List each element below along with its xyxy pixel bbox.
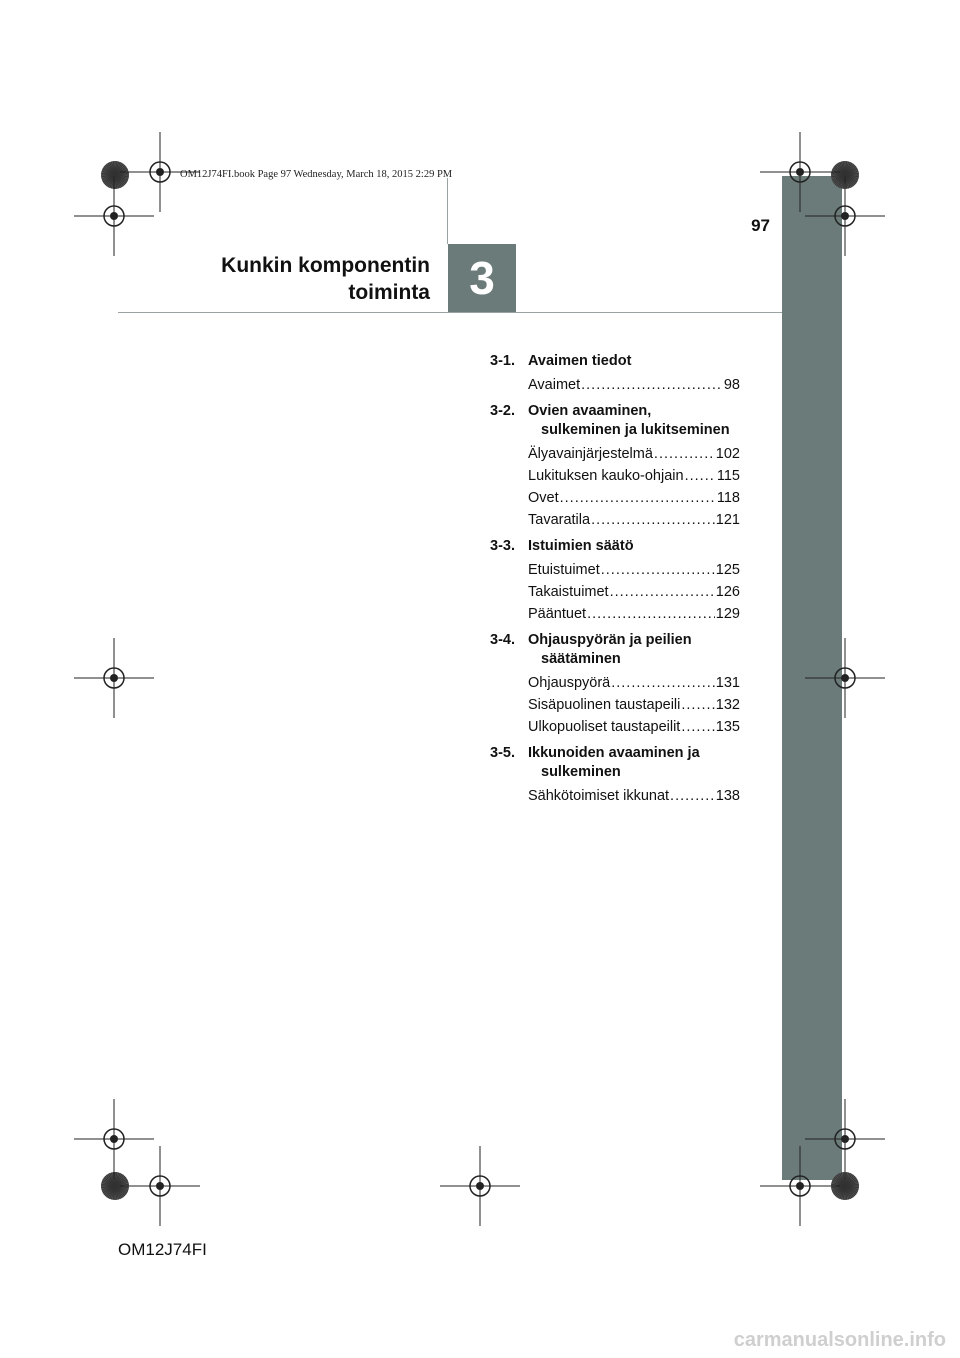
chapter-title — [221, 252, 430, 306]
toc-entry-label: Takaistuimet — [528, 584, 609, 600]
toc-entry-page: 102 — [715, 446, 740, 462]
toc-entry[interactable] — [490, 446, 740, 462]
toc-entry-label: Älyavainjärjestelmä — [528, 446, 653, 462]
toc-entry-label: Pääntuet — [528, 606, 587, 622]
toc-entry-page: 98 — [723, 377, 740, 393]
toc-entry-label: Sisäpuolinen taustapeili — [528, 697, 681, 713]
toc-entry-label: Ohjauspyörä — [528, 675, 611, 691]
toc-entry[interactable] — [490, 468, 740, 484]
crosshair-target-icon — [120, 1146, 200, 1226]
toc-section-number: 3-5. — [490, 745, 515, 761]
toc-section-number: 3-2. — [490, 403, 515, 419]
footer-code: OM12J74FI — [118, 1240, 207, 1259]
toc-entry-label: Ulkopuoliset taustapeilit — [528, 719, 681, 735]
toc-leader-dots — [681, 719, 714, 735]
toc-entry[interactable] — [490, 675, 740, 691]
chapter-title-line2: toiminta — [348, 281, 430, 304]
toc-entry-label: Ovet — [528, 490, 559, 506]
toc-section — [490, 537, 740, 556]
toc-section-title-line1: Ikkunoiden avaaminen ja — [528, 745, 700, 761]
toc-entry[interactable] — [490, 377, 740, 393]
toc-entry-page: 115 — [716, 468, 740, 484]
toc-section — [490, 352, 740, 371]
crosshair-target-icon — [805, 176, 885, 256]
toc-entry-page: 118 — [716, 490, 740, 506]
toc-section-number: 3-4. — [490, 632, 515, 648]
toc-section-title-line1: Istuimien säätö — [528, 538, 634, 554]
toc-section-title-line1: Avaimen tiedot — [528, 353, 632, 369]
toc-entry-label: Tavaratila — [528, 512, 591, 528]
toc-entry[interactable] — [490, 606, 740, 622]
toc-leader-dots — [587, 606, 715, 622]
page-number: 97 — [751, 216, 770, 235]
chapter-title-line1: Kunkin komponentin — [221, 254, 430, 277]
header-rule — [118, 312, 782, 313]
toc-leader-dots — [610, 584, 715, 600]
toc-leader-dots — [685, 468, 716, 484]
toc-section-title — [490, 352, 740, 371]
toc-leader-dots — [581, 377, 723, 393]
crosshair-target-icon — [74, 638, 154, 718]
toc-section-title-line1: Ohjauspyörän ja peilien — [528, 632, 692, 648]
toc-section — [490, 631, 740, 669]
toc-entry[interactable] — [490, 512, 740, 528]
chapter-number: 3 — [469, 252, 495, 304]
toc-section-title-line2: säätäminen — [541, 651, 621, 667]
toc-section-number: 3-1. — [490, 353, 515, 369]
toc-entry-label: Avaimet — [528, 377, 581, 393]
toc-section — [490, 402, 740, 440]
toc-leader-dots — [654, 446, 715, 462]
toc-entry-page: 138 — [715, 788, 740, 804]
toc-section-number: 3-3. — [490, 538, 515, 554]
toc-entry-page: 131 — [715, 675, 740, 691]
toc-entry[interactable] — [490, 719, 740, 735]
toc-entry-label: Lukituksen kauko-ohjain — [528, 468, 684, 484]
toc-section-title — [490, 402, 740, 440]
header-divider-line — [447, 178, 448, 244]
toc-leader-dots — [611, 675, 715, 691]
crosshair-target-icon — [805, 638, 885, 718]
book-stamp: OM12J74FI.book Page 97 Wednesday, March 18, 2015 2:29 PM — [180, 169, 453, 180]
toc-entry[interactable] — [490, 490, 740, 506]
toc-section-title-line2: sulkeminen — [541, 764, 621, 780]
toc-leader-dots — [601, 562, 715, 578]
toc-leader-dots — [681, 697, 714, 713]
toc-section-title — [490, 744, 740, 782]
toc-entry-page: 129 — [715, 606, 740, 622]
watermark: carmanualsonline.info — [733, 1329, 946, 1351]
toc-entry-page: 121 — [715, 512, 740, 528]
toc-entry[interactable] — [490, 584, 740, 600]
toc-entry-page: 126 — [715, 584, 740, 600]
toc-entry-label: Etuistuimet — [528, 562, 600, 578]
toc-section-title-line1: Ovien avaaminen, — [528, 403, 652, 419]
toc-entry-label: Sähkötoimiset ikkunat — [528, 788, 670, 804]
toc-leader-dots — [591, 512, 715, 528]
toc-section-title — [490, 631, 740, 669]
toc-section — [490, 744, 740, 782]
toc-entry[interactable] — [490, 788, 740, 804]
crosshair-target-icon — [760, 1146, 840, 1226]
toc-entry-page: 125 — [715, 562, 740, 578]
toc-leader-dots — [670, 788, 715, 804]
toc-section-title — [490, 537, 740, 556]
toc-entry[interactable] — [490, 697, 740, 713]
chapter-number-box — [448, 244, 516, 312]
crosshair-target-icon — [440, 1146, 520, 1226]
crosshair-target-icon — [74, 176, 154, 256]
toc-entry[interactable] — [490, 562, 740, 578]
toc-entry-page: 135 — [715, 719, 740, 735]
table-of-contents — [490, 352, 740, 804]
toc-section-title-line2: sulkeminen ja lukitseminen — [541, 422, 730, 438]
toc-leader-dots — [560, 490, 716, 506]
toc-entry-page: 132 — [715, 697, 740, 713]
